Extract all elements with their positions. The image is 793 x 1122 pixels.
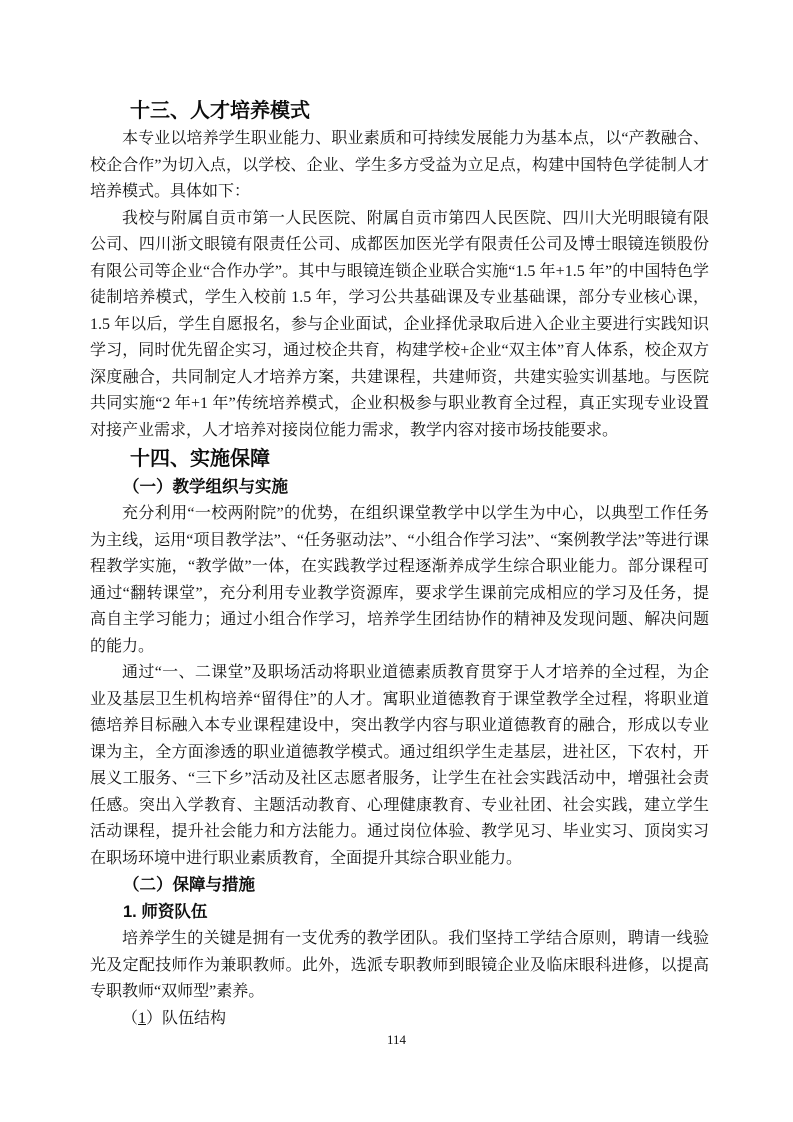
section-heading-14: 十四、实施保障 xyxy=(130,448,270,470)
paragraph-teaching-methods: 充分利用“一校两附院”的优势，在组织课堂教学中以学生为中心，以典型工作任务为主线，运用“项目教学法”、“任务驱动法”、“小组合作学习法”、“案例教学法”等进行课程教学实施，“教学做”一体，在实践教学过程逐渐养成学生综合职业能力。部分课程可通过“翻转课堂”，充分利用专业教学资源库，要求学生课前完成相应的学习及任务，提高自主学习能力；通过小组合作学习，培养学生团结协作的精神及发现问题、解决问题的能力。 xyxy=(90,505,709,655)
list-item-label: ）队伍结构 xyxy=(146,1009,227,1027)
list-item-open-paren: （ xyxy=(122,1009,139,1027)
paragraph-cooperation-details: 我校与附属自贡市第一人民医院、附属自贡市第四人民医院、四川大光明眼镜有限公司、四川浙文眼镜有限责任公司、成都医加医光学有限责任公司及博士眼镜连锁股份有限公司等企业“合作办学”。其中与眼镜连锁企业联合实施“1.5 年+1.5 年”的中国特色学徒制培养模式，学生入校前 1.5 年，学习公共基础课及专业基础课，部分专业核心课，1.5 年以后，学生自愿报名，参与企业面试，企业择优录取后进入企业主要进行实践知识学习，同时优先留企实习，通过校企共育，构建学校+企业“双主体”育人体系，校企双方深度融合，共同制定人才培养方案，共建课程，共建师资，共建实验实训基地。与医院共同实施“2 年+1 年”传统培养模式，企业积极参与职业教育全过程，真正实现专业设置对接产业需求，人才培养对接岗位能力需求，教学内容对接市场技能要求。 xyxy=(90,209,709,439)
list-item-team-structure xyxy=(90,1006,709,1033)
list-item-number: 1 xyxy=(138,1009,147,1027)
subsection-heading-faculty-team: 1. 师资队伍 xyxy=(123,903,208,921)
page-number: 114 xyxy=(386,1032,407,1047)
paragraph-faculty-team: 培养学生的关键是拥有一支优秀的教学团队。我们坚持工学结合原则，聘请一线验光及定配技师作为兼职教师。此外，选派专职教师到眼镜企业及临床眼科进修，以提高专职教师“双师型”素养。 xyxy=(90,930,709,1000)
paragraph-training-model-intro: 本专业以培养学生职业能力、职业素质和可持续发展能力为基本点，以“产教融合、校企合作”为切入点，以学校、企业、学生多方受益为立足点，构建中国特色学徒制人才培养模式。具体如下： xyxy=(90,130,709,200)
subsection-heading-guarantee-measures: （二）保障与措施 xyxy=(123,876,255,894)
section-heading-13: 十三、人才培养模式 xyxy=(130,100,310,122)
subsection-heading-teaching-organization: （一）教学组织与实施 xyxy=(123,478,288,496)
paragraph-moral-education: 通过“一、二课堂”及职场活动将职业道德素质教育贯穿于人才培养的全过程，为企业及基层卫生机构培养“留得住”的人才。寓职业道德教育于课堂教学全过程，将职业道德培养目标融入本专业课程建设中，突出教学内容与职业道德教育的融合，形成以专业课为主，全方面渗透的职业道德教学模式。通过组织学生走基层，进社区，下农村，开展义工服务、“三下乡”活动及社区志愿者服务，让学生在社会实践活动中，增强社会责任感。突出入学教育、主题活动教育、心理健康教育、专业社团、社会实践，建立学生活动课程，提升社会能力和方法能力。通过岗位体验、教学见习、毕业实习、顶岗实习在职场环境中进行职业素质教育，全面提升其综合职业能力。 xyxy=(90,664,709,867)
